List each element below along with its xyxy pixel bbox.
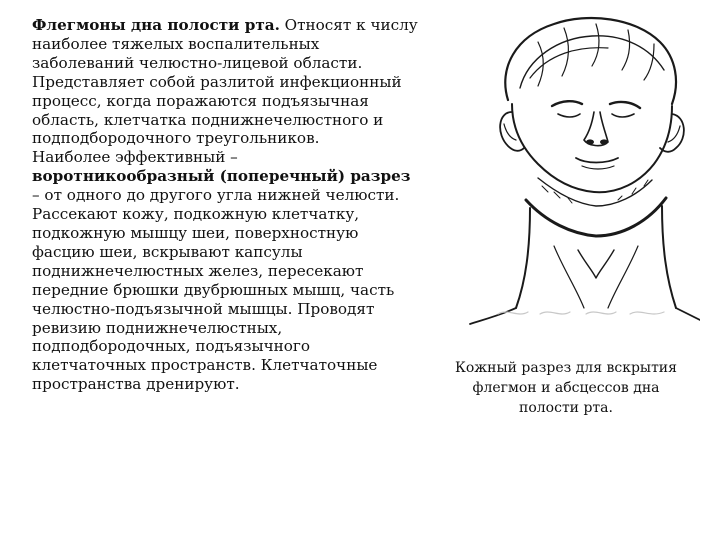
paragraph-incision bbox=[32, 148, 422, 394]
head-neck-incision-drawing-icon bbox=[468, 8, 700, 330]
paragraph-phlegmon bbox=[32, 16, 422, 148]
phlegmon-title: Флегмоны дна полости рта. bbox=[32, 16, 280, 34]
incision-description: – от одного до другого угла нижней челюсти. Рассекают кожу, подкожную клетчатку, подкожную мышцу шеи, поверхностную фасцию шеи, вскрывают капсулы поднижнечелюстных желез, пересекают передние брюшки двубрюшных мышц, часть челюстно-подъязычной мышцы. Проводят ревизию поднижнечелюстных, подподбородочных, подъязычного клетчаточных пространств. Клетчаточные пространства дренируют. bbox=[32, 186, 400, 394]
incision-name: воротникообразный (поперечный) разрез bbox=[32, 167, 411, 186]
figure-caption: Кожный разрез для вскрытия флегмон и абсцессов дна полости рта. bbox=[455, 360, 677, 416]
incision-lead: Наиболее эффективный – bbox=[32, 148, 238, 167]
phlegmon-description: Относят к числу наиболее тяжелых воспалительных заболеваний челюстно-лицевой области. Представляет собой разлитой инфекционный процесс, когда поражаются подъязычная область, клетчатка поднижнечелюстного и подподбородочного треугольников. bbox=[32, 16, 418, 148]
main-text-block bbox=[32, 16, 422, 394]
